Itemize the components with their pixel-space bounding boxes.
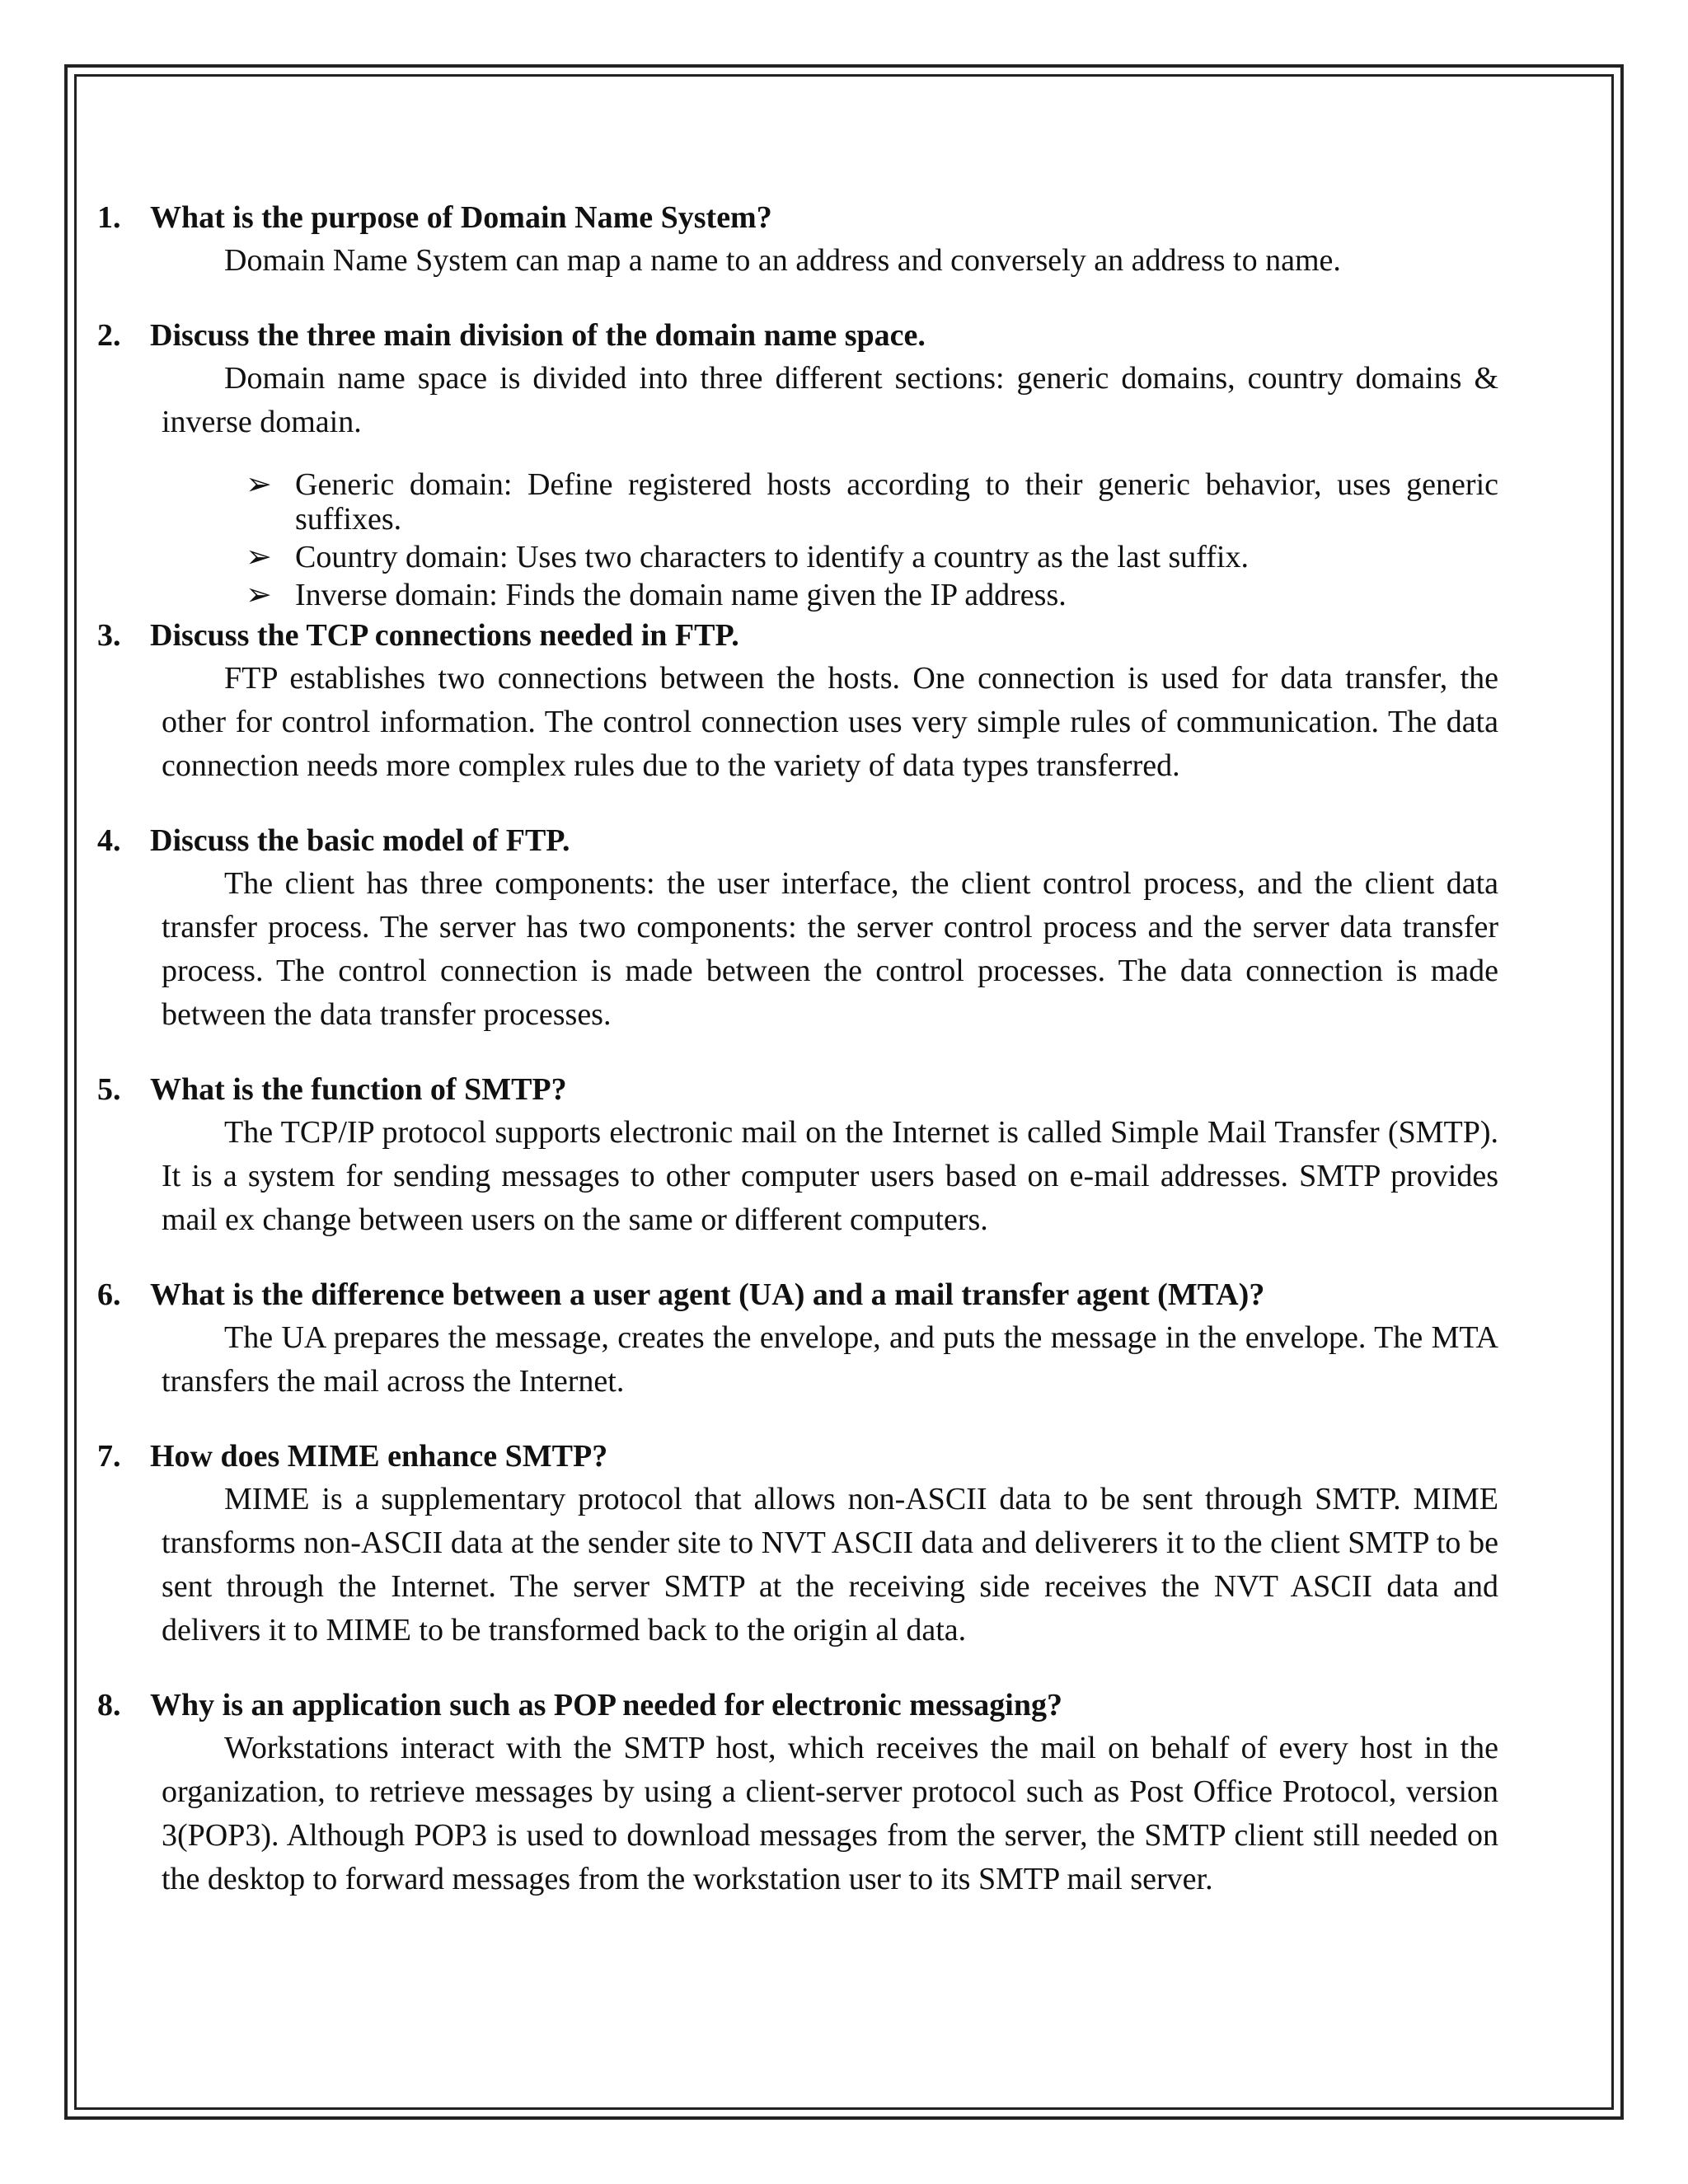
answer-text: Domain name space is divided into three different sections: generic domains, country domains & inverse domain.	[162, 361, 1498, 439]
qa-item-2	[97, 316, 1498, 612]
list-item	[246, 540, 1498, 574]
qa-item-7	[97, 1436, 1498, 1652]
qa-item-1	[97, 198, 1498, 283]
answer-text: The client has three components: the user interface, the client control process, and the client data transfer process. The server has two components: the server control process and the server data transfer process. The control connection is made between the control processes. The data connection is made between the data transfer processes.	[162, 866, 1498, 1032]
question	[97, 1685, 1498, 1725]
question-text: Discuss the TCP connections needed in FTP.	[150, 618, 739, 653]
question-number: 6.	[97, 1277, 121, 1312]
list-item	[246, 467, 1498, 537]
answer-text: FTP establishes two connections between the hosts. One connection is used for data transfer, the other for control information. The control connection uses very simple rules of communication. The data connection needs more complex rules due to the variety of data types transferred.	[162, 661, 1498, 783]
qa-item-3	[97, 616, 1498, 788]
question-text: What is the difference between a user agent (UA) and a mail transfer agent (MTA)?	[150, 1277, 1265, 1312]
qa-item-6	[97, 1275, 1498, 1404]
answer-text: Domain Name System can map a name to an address and conversely an address to name.	[224, 243, 1341, 278]
answer-text: The UA prepares the message, creates the envelope, and puts the message in the envelope. The MTA transfers the mail across the Internet.	[162, 1320, 1498, 1399]
qa-item-8	[97, 1685, 1498, 1901]
question-text: Discuss the basic model of FTP.	[150, 823, 570, 858]
question-text: Why is an application such as POP needed for electronic messaging?	[150, 1688, 1062, 1722]
answer-text: MIME is a supplementary protocol that allows non-ASCII data to be sent through SMTP. MIME transforms non-ASCII data at the sender site to NVT ASCII data and deliverers it to the client SMTP to be sent through the Internet. The server SMTP at the receiving side receives the NVT ASCII data and delivers it to MIME to be transformed back to the origin al data.	[162, 1482, 1498, 1647]
question	[97, 1070, 1498, 1109]
question-text: How does MIME enhance SMTP?	[150, 1439, 608, 1474]
question	[97, 198, 1498, 237]
question	[97, 821, 1498, 860]
arrow-bullet-icon: ➢	[246, 467, 272, 502]
list-item	[246, 578, 1498, 612]
question-number: 1.	[97, 200, 121, 235]
question	[97, 1436, 1498, 1476]
bullet-text: Inverse domain: Finds the domain name given the IP address.	[295, 578, 1067, 612]
question-number: 4.	[97, 823, 121, 858]
question-number: 8.	[97, 1688, 121, 1722]
arrow-bullet-icon: ➢	[246, 578, 272, 612]
question	[97, 1275, 1498, 1315]
arrow-bullet-icon: ➢	[246, 540, 272, 574]
question-text: What is the function of SMTP?	[150, 1072, 567, 1107]
question-number: 7.	[97, 1439, 121, 1474]
question-text: Discuss the three main division of the domain name space.	[150, 318, 926, 353]
bullet-text: Country domain: Uses two characters to identify a country as the last suffix.	[295, 540, 1249, 574]
question-number: 2.	[97, 318, 121, 353]
qa-item-5	[97, 1070, 1498, 1242]
qa-item-4	[97, 821, 1498, 1037]
qa-list	[97, 198, 1498, 1934]
answer-text: The TCP/IP protocol supports electronic mail on the Internet is called Simple Mail Transfer (SMTP). It is a system for sending messages to other computer users based on e-mail addresses. SMTP provides mail ex change between users on the same or different computers.	[162, 1115, 1498, 1237]
bullet-text: Generic domain: Define registered hosts according to their generic behavior, uses generic suffixes.	[295, 467, 1498, 537]
question-text: What is the purpose of Domain Name System?	[150, 200, 772, 235]
bullet-list	[246, 467, 1498, 612]
question-number: 3.	[97, 618, 121, 653]
answer-text: Workstations interact with the SMTP host, which receives the mail on behalf of every host in the organization, to retrieve messages by using a client-server protocol such as Post Office Protocol, version 3(POP3). Although POP3 is used to download messages from the server, the SMTP client still needed on the desktop to forward messages from the workstation user to its SMTP mail server.	[162, 1731, 1498, 1896]
question	[97, 316, 1498, 355]
question	[97, 616, 1498, 655]
question-number: 5.	[97, 1072, 121, 1107]
